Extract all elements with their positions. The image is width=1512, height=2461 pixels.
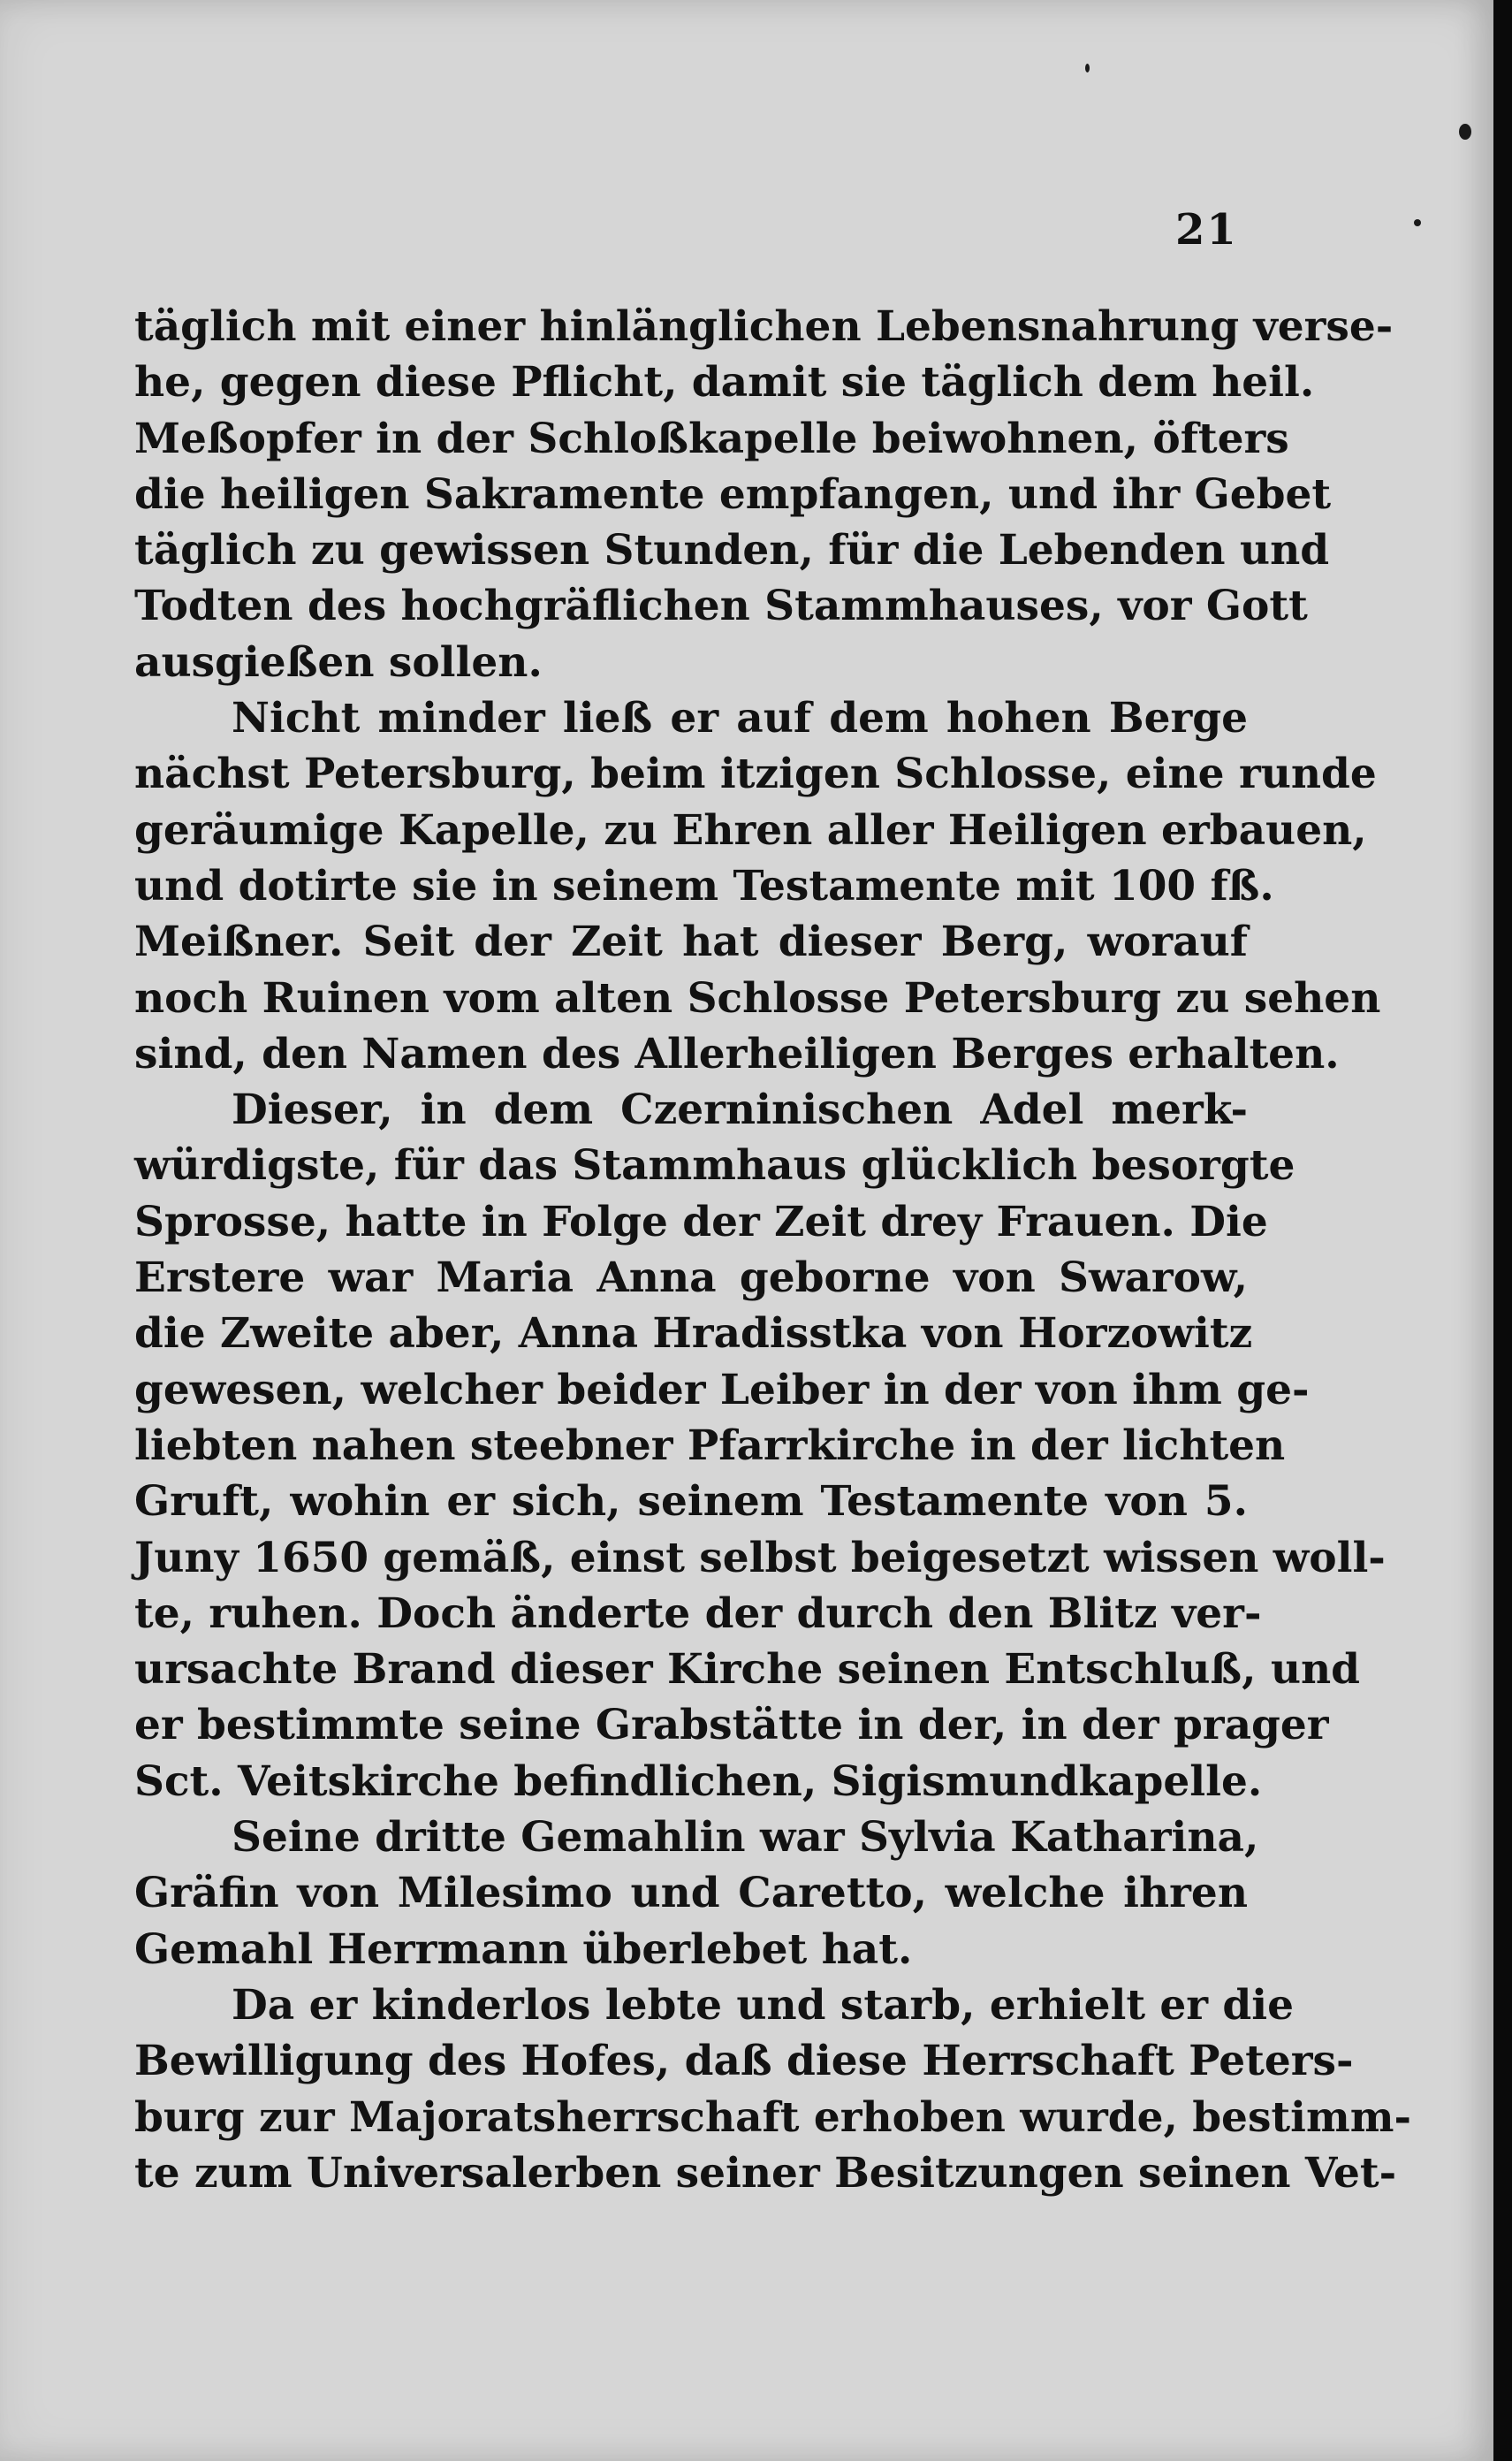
text-line: gewesen, welcher beider Leiber in der von ihm ge-: [134, 1365, 1310, 1414]
page-speck: [1085, 64, 1090, 72]
text-line: ausgießen sollen.: [134, 637, 543, 687]
text-line: te, ruhen. Doch änderte der durch den Blitz ver-: [134, 1589, 1262, 1638]
text-line: Da er kinderlos lebte und starb, erhielt er die: [232, 1980, 1295, 2030]
text-line: Nicht minder ließ er auf dem hohen Berge: [232, 694, 1248, 743]
text-line: Bewilligung des Hofes, daß diese Herrschaft Peters-: [134, 2037, 1354, 2086]
text-line: Seine dritte Gemahlin war Sylvia Katharina,: [232, 1813, 1259, 1863]
text-line: te zum Universalerben seiner Besitzungen seinen Vet-: [134, 2148, 1397, 2198]
text-line: Todten des hochgräflichen Stammhauses, vor Gott: [134, 582, 1308, 631]
text-line: Sprosse, hatte in Folge der Zeit drey Frauen. Die: [134, 1197, 1268, 1246]
text-line: nächst Petersburg, beim itzigen Schlosse, eine runde: [134, 750, 1377, 799]
text-line: Meßopfer in der Schloßkapelle beiwohnen, öfters: [134, 414, 1289, 463]
text-line: Juny 1650 gemäß, einst selbst beigesetzt wissen woll-: [134, 1533, 1386, 1582]
text-line: liebten nahen steebner Pfarrkirche in der lichten: [134, 1421, 1286, 1470]
text-line: und dotirte sie in seinem Testamente mit 100 fß.: [134, 861, 1274, 910]
text-line: Gruft, wohin er sich, seinem Testamente von 5.: [134, 1477, 1248, 1527]
text-line: he, gegen diese Pflicht, damit sie täglich dem heil.: [134, 358, 1315, 408]
page-number: 21: [1175, 205, 1238, 255]
page-speck: [1414, 219, 1421, 226]
text-line: täglich zu gewissen Stunden, für die Lebenden und: [134, 526, 1330, 575]
text-line: die heiligen Sakramente empfangen, und ihr Gebet: [134, 469, 1332, 519]
text-line: ursachte Brand dieser Kirche seinen Entschluß, und: [134, 1645, 1361, 1695]
text-line: Gemahl Herrmann überlebet hat.: [134, 1924, 913, 1974]
text-line: burg zur Majoratsherrschaft erhoben wurde, bestimm-: [134, 2092, 1411, 2142]
text-line: Sct. Veitskirche befindlichen, Sigismundkapelle.: [134, 1756, 1263, 1806]
body-text: [134, 299, 1411, 2201]
text-line: Erstere war Maria Anna geborne von Swarow,: [134, 1253, 1248, 1303]
text-line: er bestimmte seine Grabstätte in der, in der prager: [134, 1701, 1329, 1750]
text-line: Meißner. Seit der Zeit hat dieser Berg, worauf: [134, 918, 1248, 967]
text-line: würdigste, für das Stammhaus glücklich besorgte: [134, 1141, 1295, 1191]
text-line: täglich mit einer hinlänglichen Lebensnahrung verse-: [134, 302, 1394, 351]
text-line: die Zweite aber, Anna Hradisstka von Horzowitz: [134, 1309, 1253, 1359]
text-line: geräumige Kapelle, zu Ehren aller Heiligen erbauen,: [134, 805, 1367, 855]
text-line: noch Ruinen vom alten Schlosse Petersburg zu sehen: [134, 973, 1381, 1023]
text-line: sind, den Namen des Allerheiligen Berges erhalten.: [134, 1029, 1340, 1078]
text-line: Gräfin von Milesimo und Caretto, welche ihren: [134, 1869, 1248, 1918]
page-speck: [1459, 124, 1471, 140]
text-line: Dieser, in dem Czerninischen Adel merk-: [232, 1086, 1248, 1135]
